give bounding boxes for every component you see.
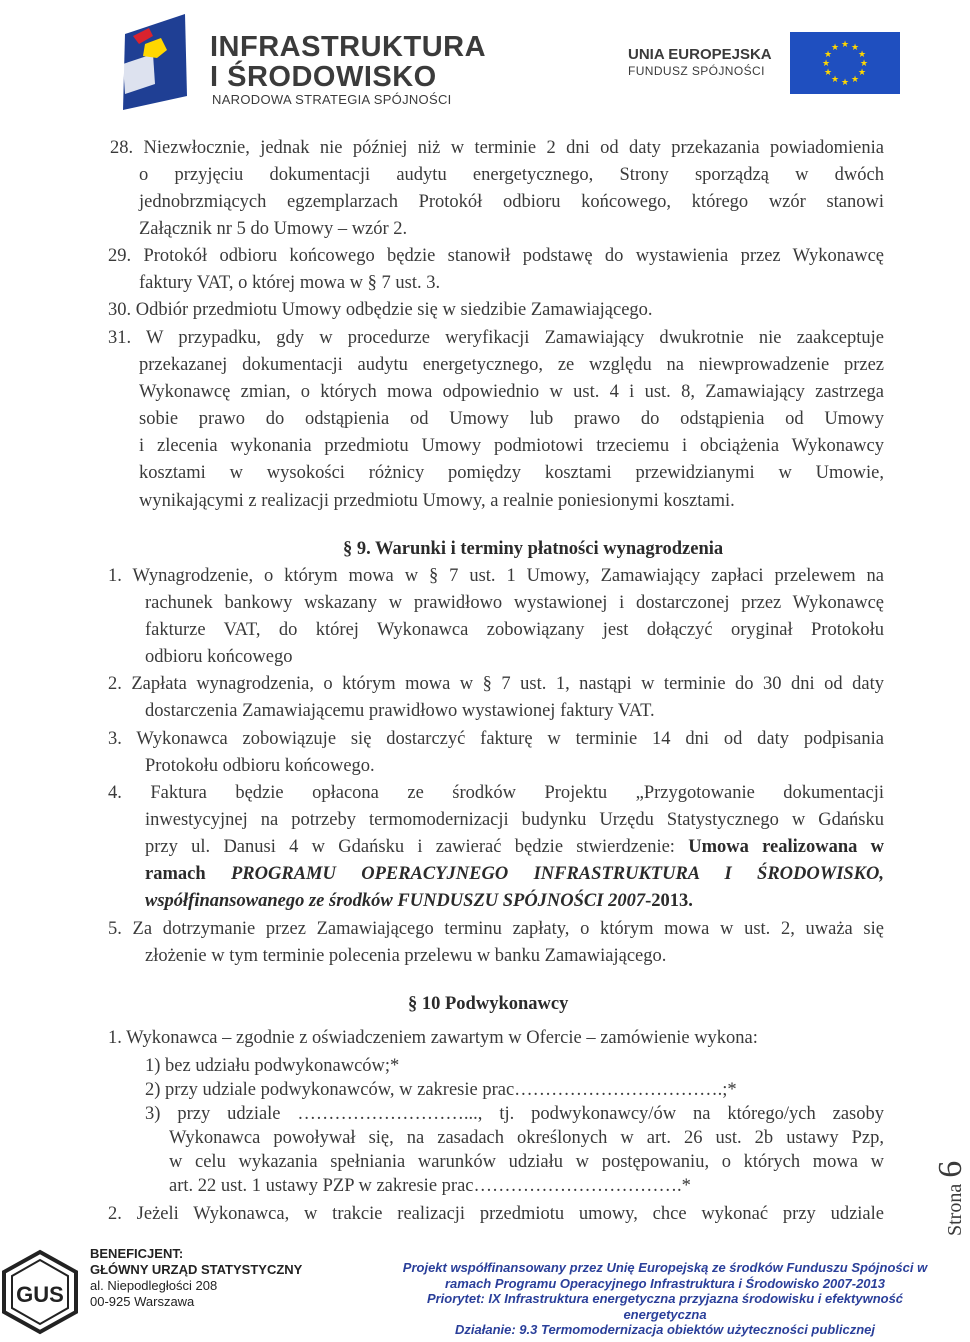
s9-4-line-1: 4. Faktura będzie opłacona ze środków Projektu „Przygotowanie dokumentacji bbox=[108, 783, 884, 803]
s9-4-line-4: ramach PROGRAMU OPERACYJNEGO INFRASTRUKTURA I ŚRODOWISKO, bbox=[145, 864, 885, 884]
s9-3-line-1: 3. Wykonawca zobowiązuje się dostarczyć fakturę w terminie 14 dni od daty podpisania bbox=[108, 729, 884, 749]
s9-4-line-3: przy ul. Danusi 4 w Gdańsku i zawierać będzie stwierdzenie: Umowa realizowana w bbox=[145, 837, 884, 857]
p31-line-5: i zlecenia wykonania przedmiotu Umowy podmiotowi trzeciemu i obciążenia Wykonawcy bbox=[139, 436, 884, 456]
svg-text:★: ★ bbox=[830, 75, 840, 85]
page-label-word: Strona bbox=[944, 1183, 966, 1236]
svg-text:★: ★ bbox=[840, 40, 850, 50]
project-line-5: Działanie: 9.3 Termomodernizacja obiektów użyteczności publicznej bbox=[455, 1322, 875, 1337]
s9-5-line-1: 5. Za dotrzymanie przez Zamawiającego terminu zapłaty, o którym mowa w ust. 2, uważa się bbox=[108, 919, 884, 939]
s9-1-line-3: fakturze VAT, do której Wykonawca zobowiązany jest dołączyć oryginał Protokołu bbox=[145, 620, 884, 640]
svg-text:★: ★ bbox=[823, 68, 833, 78]
beneficiary-block bbox=[90, 1246, 302, 1310]
eu-flag-icon bbox=[790, 32, 900, 94]
project-line-3: Priorytet: IX Infrastruktura energetyczna przyjazna środowisku i efektywność bbox=[426, 1291, 904, 1306]
s9-4-line-2: inwestycyjnej na potrzeby termomodernizacji budynku Urzędu Statystycznego w Gdańsku bbox=[145, 810, 884, 830]
project-info-block bbox=[380, 1260, 950, 1338]
svg-text:★: ★ bbox=[850, 75, 860, 85]
s9-1-line-2: rachunek bankowy wskazany w prawidłowo wystawionej i dostarczonej przez Wykonawcę bbox=[145, 593, 884, 613]
logo-is-title: INFRASTRUKTURA I ŚRODOWISKO bbox=[210, 31, 487, 93]
s10-1-line: 1. Wykonawca – zgodnie z oświadczeniem zawartym w Ofercie – zamówienie wykona: bbox=[108, 1028, 758, 1048]
svg-text:★: ★ bbox=[857, 68, 867, 78]
svg-text:★: ★ bbox=[850, 43, 860, 53]
p28-line-3: jednobrzmiących egzemplarzach Protokół odbioru końcowego, którego wzór stanowi bbox=[139, 192, 884, 212]
beneficiary-street: al. Niepodległości 208 bbox=[90, 1278, 218, 1293]
is-emblem-icon bbox=[115, 14, 205, 110]
beneficiary-city: 00-925 Warszawa bbox=[90, 1294, 195, 1309]
logo-is-subtitle: NARODOWA STRATEGIA SPÓJNOŚCI bbox=[212, 92, 452, 107]
s10-1-item-3-line-1: 3) przy udziale ………………………..., tj. podwykonawcy/ów na którego/ych zasoby bbox=[145, 1104, 884, 1124]
section-10-title: § 10 Podwykonawcy bbox=[408, 994, 569, 1014]
project-line-1: Projekt współfinansowany przez Unię Europejską ze środków Funduszu Spójności w bbox=[402, 1260, 928, 1275]
p31-line-4: sobie prawo do odstąpienia od Umowy lub prawo do odstąpienia od Umowy bbox=[139, 409, 884, 429]
project-line-4: energetyczna bbox=[623, 1306, 707, 1322]
svg-text:★: ★ bbox=[857, 50, 867, 60]
svg-text:★: ★ bbox=[830, 43, 840, 53]
page-number-label bbox=[932, 1161, 970, 1236]
page-footer bbox=[0, 1240, 960, 1342]
beneficiary-name: GŁÓWNY URZĄD STATYSTYCZNY bbox=[90, 1262, 303, 1277]
s9-2-line-1: 2. Zapłata wynagrodzenia, o którym mowa w § 7 ust. 1, nastąpi w terminie do 30 dni od daty bbox=[108, 674, 884, 694]
s9-1-line-4: odbioru końcowego bbox=[145, 647, 293, 667]
s10-1-item-3-line-3: w celu wykazania spełniania warunków udziału w postępowaniu, o których mowa w bbox=[169, 1152, 884, 1172]
p31-line-2: przekazanej dokumentacji audytu energetycznego, ze względu na niewprowadzenie przez bbox=[139, 355, 884, 375]
gus-logo-text: GUS bbox=[16, 1282, 64, 1307]
p30-line: 30. Odbiór przedmiotu Umowy odbędzie się w siedzibie Zamawiającego. bbox=[108, 300, 653, 320]
s9-5-line-2: złożenie w tym terminie polecenia przelewu w banku Zamawiającego. bbox=[145, 946, 667, 966]
p28-line-1: 28. Niezwłocznie, jednak nie później niż w terminie 2 dni od daty przekazania powiadomienia bbox=[110, 138, 884, 158]
svg-text:★: ★ bbox=[821, 59, 831, 69]
s10-1-item-3-line-4: art. 22 ust. 1 ustawy PZP w zakresie prac…………………………….* bbox=[169, 1176, 691, 1196]
svg-text:★: ★ bbox=[859, 59, 869, 69]
p28-line-4: Załącznik nr 5 do Umowy – wzór 2. bbox=[139, 219, 408, 239]
p31-line-6: kosztami w wysokości różnicy pomiędzy kosztami przewidzianymi w Umowie, bbox=[139, 463, 884, 483]
s10-1-item-1: 1) bez udziału podwykonawców;* bbox=[145, 1056, 400, 1076]
page-header bbox=[0, 0, 960, 120]
s9-4-line-5: współfinansowanego ze środków FUNDUSZU SPÓJNOŚCI 2007-2013. bbox=[145, 891, 693, 911]
s9-2-line-2: dostarczenia Zamawiającemu prawidłowo wystawionej faktury VAT. bbox=[145, 701, 655, 721]
s10-1-item-2: 2) przy udziale podwykonawców, w zakresie prac…………………………….;* bbox=[145, 1080, 737, 1100]
s10-1-item-3-line-2: Wykonawca powoływał się, na zasadach określonych w art. 26 ust. 2b ustawy Pzp, bbox=[169, 1128, 884, 1148]
beneficiary-label: BENEFICJENT: bbox=[90, 1246, 184, 1261]
section-9-title: § 9. Warunki i terminy płatności wynagrodzenia bbox=[343, 539, 724, 559]
p29-line-2: faktury VAT, o której mowa w § 7 ust. 3. bbox=[139, 273, 441, 293]
p28-line-2: o przyjęciu dokumentacji audytu energetycznego, Strony sporządzą w dwóch bbox=[139, 165, 884, 185]
infrastruktura-srodowisko-logo bbox=[115, 14, 487, 110]
p31-line-1: 31. W przypadku, gdy w procedurze weryfikacji Zamawiający dwukrotnie nie zaakceptuje bbox=[108, 328, 884, 348]
p31-line-7: wynikającymi z realizacji przedmiotu Umowy, a realnie poniesionymi kosztami. bbox=[139, 491, 735, 511]
p31-line-3: Wykonawcę zmian, o których mowa odpowiednio w ust. 4 i ust. 8, Zamawiający zastrzega bbox=[139, 382, 884, 402]
s9-3-line-2: Protokołu odbioru końcowego. bbox=[145, 756, 375, 776]
logo-ue-title: UNIA EUROPEJSKA bbox=[628, 46, 772, 63]
logo-ue-subtitle: FUNDUSZ SPÓJNOŚCI bbox=[628, 64, 765, 78]
s10-2-line-1: 2. Jeżeli Wykonawca, w trakcie realizacji przedmiotu umowy, chce wykonać przy udziale bbox=[108, 1204, 884, 1224]
page-number: 6 bbox=[932, 1160, 969, 1178]
svg-text:★: ★ bbox=[840, 78, 850, 88]
p29-line-1: 29. Protokół odbioru końcowego będzie stanowił podstawę do wystawienia przez Wykonawcę bbox=[108, 246, 884, 266]
svg-text:★: ★ bbox=[823, 50, 833, 60]
gus-logo bbox=[0, 1250, 80, 1334]
s9-1-line-1: 1. Wynagrodzenie, o którym mowa w § 7 ust. 1 Umowy, Zamawiający zapłaci przelewem na bbox=[108, 566, 884, 586]
unia-europejska-logo bbox=[628, 32, 900, 96]
project-line-2: ramach Programu Operacyjnego Infrastruktura i Środowisko 2007-2013 bbox=[445, 1275, 885, 1291]
